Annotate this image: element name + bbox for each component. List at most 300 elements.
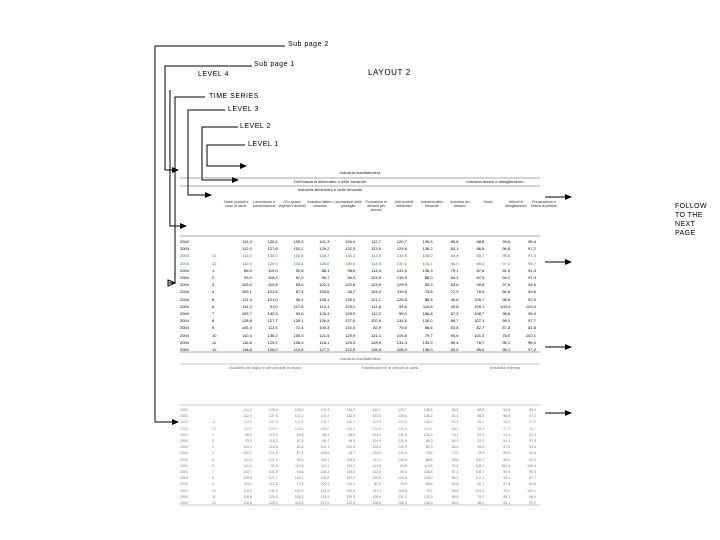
value-cell: 133,9 — [423, 494, 433, 499]
value-cell: 129,9 — [398, 445, 407, 450]
value-cell: 119,0 — [269, 432, 278, 437]
value-cell: 102,1 — [525, 332, 536, 338]
value-cell: 137,0 — [346, 476, 356, 481]
table2-row — [180, 445, 540, 451]
table2-row — [180, 501, 540, 507]
table2-row — [180, 476, 540, 482]
value-cell: 128,7 — [319, 253, 330, 259]
value-cell: 97,0 — [529, 420, 536, 425]
value-cell: 94,1 — [503, 439, 511, 443]
value-cell: 79,9 — [399, 482, 407, 487]
value-cell: 75,0 — [503, 488, 511, 493]
value-cell: 93,6 — [296, 470, 304, 474]
value-cell: 101,3 — [319, 239, 330, 244]
period-cell: 2004 — [180, 451, 188, 456]
value-cell: 108,3 — [398, 501, 407, 505]
value-cell: 72,4 — [296, 482, 304, 487]
value-cell: 95,8 — [503, 420, 511, 425]
value-cell: 156,8 — [423, 470, 433, 474]
value-cell: 110,4 — [242, 332, 252, 338]
period-cell: 2003 — [180, 260, 189, 266]
value-cell: 88,4 — [476, 260, 485, 266]
table1-subtitle-mid: Industria alimentare e delle bevande — [297, 187, 363, 192]
value-cell: 96,0 — [528, 339, 536, 345]
value-cell: 94,6 — [529, 451, 536, 456]
value-cell: 105,7 — [474, 296, 485, 302]
table1-column-header: Industria lattiero casearia — [307, 200, 333, 208]
value-cell: 122,5 — [346, 501, 356, 505]
value-cell: 129,1 — [345, 303, 356, 309]
value-cell: 87,8 — [503, 482, 511, 487]
value-cell: 85,9 — [425, 445, 433, 450]
value-cell: 86,0 — [424, 275, 433, 280]
value-cell: 111,0 — [242, 239, 252, 244]
value-cell: 129,2 — [319, 246, 330, 252]
value-cell: 95,0 — [529, 470, 536, 474]
value-cell: 98,0 — [348, 432, 356, 437]
period-cell: 2003 — [180, 420, 188, 425]
value-cell: 94,6 — [528, 282, 536, 288]
value-cell: 138,0 — [422, 253, 433, 259]
value-cell: 104,4 — [370, 289, 381, 295]
value-cell: 108,7 — [475, 470, 485, 474]
month-cell: 8 — [212, 476, 214, 481]
value-cell: 127,7 — [268, 476, 278, 481]
value-cell: 63,8 — [451, 482, 459, 487]
table1-column-header: Lavorazione delle granaglie — [334, 200, 362, 208]
value-cell: 110,4 — [345, 325, 356, 331]
month-cell: 2 — [212, 439, 214, 443]
value-cell: 101,2 — [293, 246, 304, 252]
period-cell: 2004 — [180, 311, 189, 316]
value-cell: 103,4 — [527, 463, 536, 468]
value-cell: 132,5 — [346, 414, 356, 419]
value-cell: 123,9 — [372, 414, 381, 419]
table2-row — [180, 408, 540, 414]
value-cell: 86,6 — [502, 289, 511, 295]
table1-row — [180, 239, 540, 245]
month-cell — [212, 246, 230, 252]
value-cell: 130,0 — [267, 253, 278, 259]
value-cell: 63,8 — [450, 325, 459, 331]
value-cell: 129,9 — [345, 332, 356, 338]
value-cell: 118,3 — [267, 275, 278, 280]
value-cell: 101,2 — [294, 414, 304, 419]
table2-title: Industria manifatturiera — [339, 356, 381, 361]
value-cell: 123,9 — [372, 445, 381, 450]
value-cell: 129,9 — [346, 488, 356, 493]
value-cell: 84,1 — [451, 439, 459, 443]
value-cell: 110,8 — [424, 463, 433, 468]
value-cell: 82,7 — [476, 325, 485, 331]
value-cell: 129,0 — [268, 426, 278, 431]
month-cell: 7 — [212, 311, 215, 316]
value-cell: 98,0 — [347, 267, 356, 273]
period-cell: 2004 — [180, 470, 188, 474]
value-cell: 85,9 — [424, 282, 433, 288]
value-cell: 105,4 — [243, 482, 252, 487]
value-cell: 84,8 — [451, 420, 459, 425]
label-sub-page-1: Sub page 1 — [254, 61, 295, 68]
value-cell: 128,0 — [320, 426, 330, 431]
table1-row — [180, 318, 540, 324]
value-cell: 87,6 — [476, 267, 485, 273]
value-cell: 129,8 — [398, 414, 407, 419]
value-cell: 130,6 — [398, 426, 407, 431]
table2-row — [180, 470, 540, 476]
value-cell: 111,2 — [242, 303, 252, 309]
value-cell: 96,7 — [321, 275, 330, 280]
value-cell: 120,9 — [370, 318, 381, 324]
value-cell: 109,1 — [475, 463, 485, 468]
period-cell: 2004 — [180, 439, 188, 443]
value-cell: 128,5 — [370, 347, 381, 352]
value-cell: 111,0 — [243, 408, 252, 412]
value-cell: 130,1 — [345, 253, 356, 259]
value-cell: 87,4 — [295, 289, 304, 295]
period-cell: 2004 — [180, 325, 189, 331]
value-cell: 112,7 — [371, 239, 381, 244]
value-cell: 94,7 — [528, 260, 536, 266]
value-cell: 81,8 — [529, 482, 536, 487]
month-cell: 12 — [212, 347, 217, 352]
value-cell: 102,1 — [320, 445, 330, 450]
period-cell: 2004 — [180, 457, 188, 462]
period-cell: 2004 — [180, 282, 189, 288]
value-cell: 86,6 — [503, 451, 511, 456]
value-cell: 126,1 — [294, 476, 304, 481]
value-cell: 91,0 — [269, 303, 278, 309]
value-cell: 136,0 — [422, 347, 433, 352]
table1-row — [180, 311, 540, 317]
value-cell: 113,5 — [371, 253, 381, 259]
month-cell: 1 — [212, 267, 215, 273]
value-cell: 105,6 — [320, 451, 330, 456]
value-cell: 130,0 — [268, 420, 278, 425]
value-cell: 45,6 — [451, 457, 459, 462]
value-cell: 129,0 — [267, 260, 278, 266]
value-cell: 103,4 — [501, 463, 511, 468]
value-cell: 88,8 — [476, 239, 485, 244]
month-cell: 4 — [212, 289, 215, 295]
value-cell: 130,6 — [345, 260, 356, 266]
value-cell: 103,4 — [294, 426, 304, 431]
value-cell: 125,0 — [346, 457, 356, 462]
month-cell: 10 — [212, 488, 216, 493]
value-cell: 120,8 — [346, 445, 356, 450]
period-cell: 2004 — [180, 494, 188, 499]
value-cell: 81,8 — [528, 325, 536, 331]
value-cell: 133,5 — [396, 253, 407, 259]
value-cell: 96,3 — [347, 275, 356, 280]
value-cell: 126,1 — [293, 318, 304, 324]
period-cell: 2004 — [180, 267, 189, 273]
value-cell: 87,4 — [296, 451, 304, 456]
table2-subtitle-mid: Fabbricazione di articoli in carta — [361, 365, 419, 370]
value-cell: 128,9 — [372, 494, 381, 499]
value-cell: 121,5 — [268, 451, 278, 456]
value-cell: 98,8 — [503, 457, 511, 462]
table2-subtitle-left: Industria del legno e dei prodotti in legno — [228, 365, 302, 370]
value-cell: 103,0 — [243, 445, 252, 450]
table1-column-header: Industria delle bevande — [421, 200, 443, 208]
month-cell: 12 — [212, 260, 217, 266]
value-cell: 130,6 — [396, 260, 407, 266]
value-cell: 125,4 — [268, 408, 278, 412]
value-cell: 72,9 — [451, 451, 459, 456]
table1-column-header: Preparazione e tintura di pellicce — [530, 200, 558, 208]
value-cell: 92,8 — [295, 267, 304, 273]
value-cell: 91,3 — [528, 267, 536, 273]
value-cell: 78,9 — [477, 451, 485, 456]
value-cell: 96,7 — [322, 439, 330, 443]
month-cell: 4 — [212, 451, 214, 456]
value-cell: 87,9 — [295, 275, 304, 280]
value-cell: 86,5 — [476, 246, 485, 252]
month-cell — [212, 414, 230, 420]
value-cell: 80,4 — [450, 339, 459, 345]
value-cell: 87,9 — [296, 439, 304, 443]
value-cell: 130,1 — [346, 420, 356, 425]
value-cell: 128,9 — [370, 339, 381, 345]
value-cell: 94,8 — [399, 463, 407, 468]
table1-column-header: Produzione di alimenti per animali — [365, 200, 387, 212]
value-cell: 136,2 — [423, 414, 433, 419]
value-cell: 76,7 — [477, 494, 485, 499]
period-cell: 2004 — [180, 476, 188, 481]
value-cell: 91,0 — [502, 267, 511, 273]
table1-column-header: Articoli di abbigliamento — [505, 200, 527, 208]
value-cell: 88,4 — [477, 426, 485, 431]
value-cell: 98,6 — [503, 470, 511, 474]
table1-row — [180, 246, 540, 252]
value-cell: 103,4 — [293, 260, 304, 266]
value-cell: 95,0 — [528, 311, 536, 316]
table1-row — [180, 275, 540, 281]
value-cell: 84,1 — [450, 275, 459, 280]
value-cell: 97,7 — [529, 476, 536, 481]
value-cell: 109,1 — [241, 289, 252, 295]
value-cell: 98,4 — [296, 457, 304, 462]
value-cell: 118,8 — [243, 501, 252, 505]
value-cell: 125,3 — [346, 494, 356, 499]
value-cell: 78,8 — [424, 289, 433, 295]
value-cell: 111,8 — [371, 303, 381, 309]
value-cell: 85,0 — [477, 501, 485, 505]
table1-row — [180, 325, 540, 331]
value-cell: 91,0 — [503, 432, 511, 437]
value-cell: 97,7 — [528, 318, 536, 324]
value-cell: 87,6 — [477, 432, 485, 437]
value-cell: 131,5 — [396, 267, 407, 273]
value-cell: 125,8 — [396, 296, 407, 302]
period-cell: 2003 — [180, 246, 189, 252]
value-cell: 129,2 — [268, 494, 278, 499]
value-cell: 79,1 — [450, 267, 459, 273]
value-cell: 95,6 — [451, 488, 459, 493]
value-cell: 138,0 — [423, 420, 433, 425]
value-cell: 110,4 — [243, 488, 252, 493]
value-cell: 84,8 — [450, 253, 459, 259]
value-cell: 102,8 — [294, 420, 304, 425]
value-cell: 128,8 — [243, 476, 252, 481]
table1-row — [180, 333, 540, 339]
value-cell: 92,0 — [528, 296, 536, 302]
period-cell: 2002 — [180, 239, 189, 244]
value-cell: 97,2 — [529, 414, 536, 419]
value-cell: 111,4 — [243, 457, 252, 462]
value-cell: 92,0 — [529, 457, 536, 462]
value-cell: 101,3 — [474, 332, 485, 338]
value-cell: 96,6 — [502, 246, 511, 252]
value-cell: 86,0 — [450, 260, 459, 266]
value-cell: 112,7 — [372, 408, 381, 412]
value-cell: 136,3 — [422, 267, 433, 273]
value-cell: 133,9 — [422, 339, 433, 345]
value-cell: 109,1 — [243, 451, 252, 456]
value-cell: 112,2 — [371, 311, 381, 316]
value-cell: 110,1 — [319, 303, 330, 309]
value-cell: 108,7 — [474, 311, 485, 316]
value-cell: 106,3 — [294, 494, 304, 499]
value-cell: 100,3 — [320, 482, 330, 487]
value-cell: 110,8 — [293, 347, 304, 352]
value-cell: 128,8 — [241, 318, 252, 324]
value-cell: 96,6 — [503, 414, 511, 419]
value-cell: 97,0 — [528, 253, 536, 259]
value-cell: 72,9 — [450, 289, 459, 295]
table1-subtitle-right: Industria tessile e abbigliamento — [466, 179, 524, 184]
value-cell: 121,1 — [370, 296, 381, 302]
table1-column-header: Industria del tabacco — [450, 200, 470, 208]
value-cell: 129,9 — [396, 282, 407, 288]
value-cell: 76,7 — [476, 339, 485, 345]
value-cell: 103,7 — [241, 311, 252, 316]
value-cell: 125,0 — [345, 296, 356, 302]
value-cell: 114,3 — [372, 432, 381, 437]
value-cell: 85,7 — [476, 253, 485, 259]
table1-row — [180, 289, 540, 295]
value-cell: 131,4 — [396, 339, 407, 345]
table1-subtitle-left: Dell'industria alimentare e delle bevande — [294, 179, 366, 184]
value-cell: 117,8 — [293, 303, 304, 309]
value-cell: 102,1 — [527, 488, 536, 493]
value-cell: 121,1 — [372, 457, 381, 462]
value-cell: 114,8 — [371, 260, 381, 266]
value-cell: 99,1 — [502, 318, 511, 324]
value-cell: 135,1 — [319, 296, 330, 302]
value-cell: 109,8 — [396, 332, 407, 338]
month-cell: 11 — [212, 253, 217, 259]
value-cell: 80,4 — [451, 494, 459, 499]
value-cell: 127,8 — [267, 246, 278, 252]
value-cell: 126,0 — [422, 318, 433, 324]
value-cell: 112,5 — [267, 325, 278, 331]
value-cell: 95,4 — [528, 239, 536, 244]
value-cell: 87,3 — [476, 275, 485, 280]
period-cell: 2004 — [180, 339, 189, 345]
value-cell: 88,8 — [477, 408, 485, 412]
value-cell: 128,0 — [268, 501, 278, 505]
value-cell: 136,5 — [423, 408, 433, 412]
value-cell: 97,6 — [503, 445, 511, 450]
value-cell: 91,3 — [529, 432, 536, 437]
value-cell: 57,3 — [450, 311, 459, 316]
value-cell: 72,4 — [295, 325, 304, 331]
value-cell: 79,9 — [399, 325, 407, 331]
value-cell: 96,1 — [503, 501, 511, 505]
value-cell: 112,0 — [243, 414, 252, 419]
value-cell: 105,6 — [319, 289, 330, 295]
value-cell: 83,6 — [451, 445, 459, 450]
value-cell: 82,1 — [450, 246, 459, 252]
value-cell: 121,0 — [267, 296, 278, 302]
value-cell: 125,3 — [345, 339, 356, 345]
value-cell: 105,4 — [241, 325, 252, 331]
value-cell: 128,7 — [320, 420, 330, 425]
period-cell: 2004 — [180, 296, 189, 302]
period-cell: 2002 — [180, 408, 188, 412]
value-cell: 124,9 — [370, 275, 381, 280]
value-cell: 131,1 — [370, 332, 381, 338]
value-cell: 100,3 — [319, 325, 330, 331]
value-cell: 84,0 — [450, 347, 459, 352]
value-cell: 111,4 — [242, 296, 252, 302]
value-cell: 75,0 — [502, 332, 511, 338]
value-cell: 86,5 — [425, 457, 433, 462]
value-cell: 121,5 — [319, 332, 330, 338]
value-cell: 94,6 — [529, 445, 536, 450]
value-cell: 119,8 — [269, 445, 278, 450]
value-cell: 28,7 — [347, 289, 356, 295]
value-cell: 106,3 — [293, 339, 304, 345]
value-cell: 105,0 — [293, 239, 304, 244]
value-cell: 98,4 — [295, 296, 304, 302]
value-cell: 88,1 — [322, 432, 330, 437]
month-cell: 3 — [212, 282, 215, 288]
value-cell: 128,0 — [346, 470, 356, 474]
table1-row — [180, 340, 540, 346]
value-cell: 103,0 — [241, 282, 252, 288]
value-cell: 100,3 — [294, 488, 304, 493]
value-cell: 96,1 — [502, 347, 511, 352]
value-cell: 93,6 — [503, 408, 511, 412]
value-cell: 125,8 — [398, 457, 407, 462]
value-cell: 110,1 — [320, 463, 330, 468]
table1-column-header: Altri prodotti alimentari — [394, 200, 414, 208]
value-cell: 117,8 — [294, 463, 304, 468]
month-cell: 12 — [212, 426, 216, 431]
value-cell: 113,5 — [372, 420, 381, 425]
period-cell: 2004 — [180, 275, 189, 280]
value-cell: 49,8 — [450, 303, 459, 309]
value-cell: 131,5 — [398, 432, 407, 437]
month-cell: 2 — [212, 275, 215, 280]
month-cell: 10 — [212, 332, 217, 338]
value-cell: 82,9 — [374, 482, 381, 487]
value-cell: 85,8 — [450, 239, 459, 244]
value-cell: 112,0 — [242, 246, 252, 252]
value-cell: 91,0 — [270, 463, 278, 468]
value-cell: 118,1 — [319, 339, 330, 345]
value-cell: 102,1 — [319, 282, 330, 288]
month-cell: 3 — [212, 445, 214, 450]
value-cell: 121,5 — [320, 488, 330, 493]
value-cell: 142,5 — [268, 470, 278, 474]
table2-row — [180, 489, 540, 495]
value-cell: 97,2 — [503, 426, 511, 431]
period-cell: 2004 — [180, 332, 189, 338]
